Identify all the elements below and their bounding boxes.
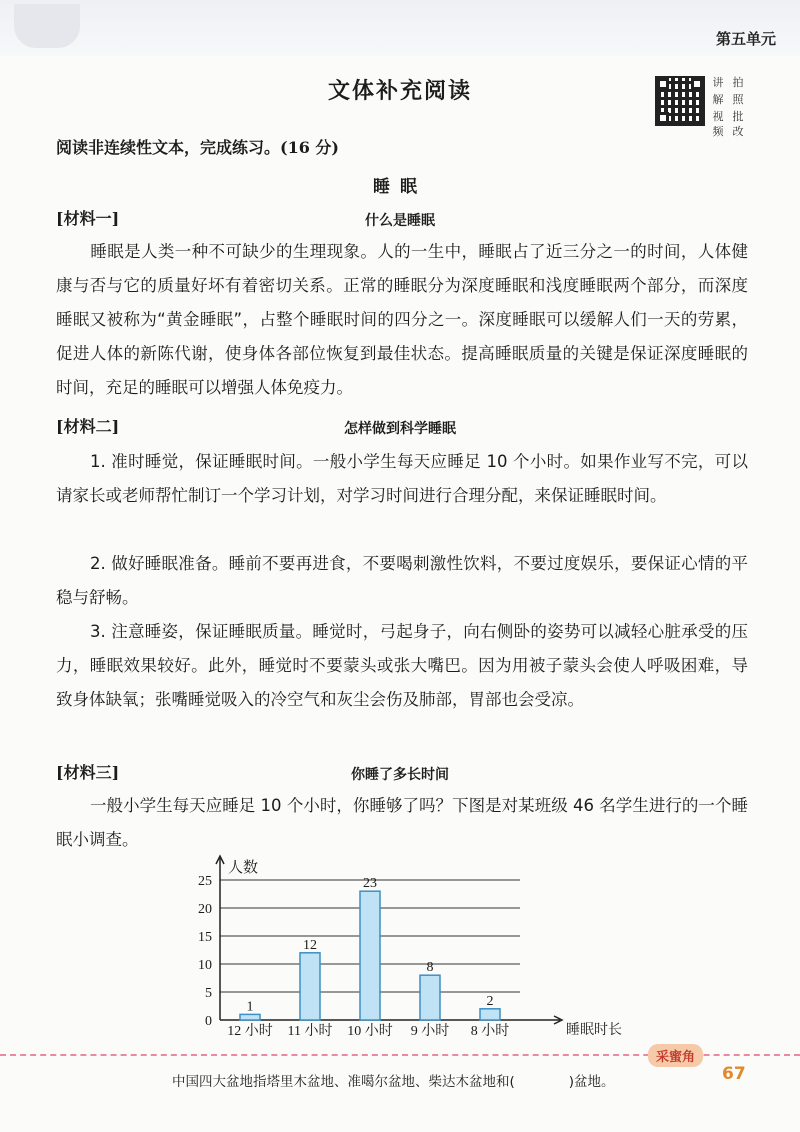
bar-value-label: 2 <box>486 993 494 1009</box>
x-tick-label: 11 小时 <box>287 1024 333 1039</box>
y-tick-label: 20 <box>198 902 212 917</box>
bar-value-label: 8 <box>426 960 434 976</box>
qr-caption-tail <box>708 125 748 139</box>
y-axis-label: 人数 <box>228 860 259 876</box>
footer-question: 中国四大盆地指塔里木盆地、准噶尔盆地、柴达木盆地和( )盆地。 <box>172 1074 615 1090</box>
qr-code-icon[interactable] <box>655 76 705 126</box>
y-tick-label: 25 <box>198 874 212 889</box>
bar <box>480 1009 500 1020</box>
paragraph-text: 3. 注意睡姿，保证睡眠质量。睡觉时，弓起身子，向右侧卧的姿势可以减轻心脏承受的压力，睡眠效果较好。此外，睡觉时不要蒙头或张大嘴巴。因为用被子蒙头会使人呼吸困难，导致身体缺氧；张嘴睡觉吸入的冷空气和灰尘会伤及肺部，胃部也会受凉。 <box>56 622 748 709</box>
header-decoration <box>14 4 80 48</box>
unit-label: 第五单元 <box>715 30 776 48</box>
material-2-label: [材料二] <box>56 417 120 436</box>
x-tick-label: 9 小时 <box>410 1024 450 1039</box>
material-2-paragraph-3 <box>56 615 748 717</box>
qr-caption-char: 解 <box>712 93 724 106</box>
qr-caption-char: 照 <box>732 93 744 106</box>
article-title: 睡眠 <box>373 177 427 197</box>
top-bar <box>0 0 800 56</box>
qr-caption <box>708 74 748 125</box>
bar <box>420 975 440 1020</box>
material-3-label: [材料三] <box>56 763 120 782</box>
material-3-paragraph <box>56 789 748 857</box>
material-2-subtitle: 怎样做到科学睡眠 <box>344 421 456 437</box>
material-1-paragraph <box>56 235 748 405</box>
paragraph-text: 一般小学生每天应睡足 10 个小时，你睡够了吗？下图是对某班级 46 名学生进行的一个睡眠小调查。 <box>56 796 748 849</box>
material-3-subtitle: 你睡了多长时间 <box>351 767 449 783</box>
bar-value-label: 1 <box>246 999 254 1015</box>
qr-caption-char: 拍 <box>732 76 744 89</box>
x-tick-label: 12 小时 <box>227 1024 273 1039</box>
y-tick-label: 5 <box>205 986 212 1001</box>
page-title: 文体补充阅读 <box>327 79 472 104</box>
bar-value-label: 12 <box>303 937 317 953</box>
footer-badge: 采蜜角 <box>648 1044 703 1067</box>
paragraph-text: 1. 准时睡觉，保证睡眠时间。一般小学生每天应睡足 10 个小时。如果作业写不完，可以请家长或老师帮忙制订一个学习计划，对学习时间进行合理分配，来保证睡眠时间。 <box>56 452 748 505</box>
bar-value-label: 23 <box>363 876 377 892</box>
material-2-paragraph-2 <box>56 547 748 615</box>
material-2-paragraph-1 <box>56 445 748 513</box>
qr-caption-char: 讲 <box>712 76 724 89</box>
y-tick-label: 15 <box>198 930 212 945</box>
x-tick-label: 10 小时 <box>347 1024 393 1039</box>
bar <box>360 891 380 1020</box>
sleep-duration-bar-chart <box>180 850 630 1040</box>
bar <box>240 1014 260 1020</box>
x-axis-label: 睡眠时长 <box>566 1023 622 1038</box>
qr-caption-char: 视 <box>712 110 724 123</box>
paragraph-text: 2. 做好睡眠准备。睡前不要再进食，不要喝刺激性饮料，不要过度娱乐，要保证心情的平稳与舒畅。 <box>56 554 748 607</box>
y-tick-label: 10 <box>198 958 212 973</box>
y-tick-label: 0 <box>205 1014 212 1029</box>
page-number: 67 <box>722 1064 746 1084</box>
x-tick-label: 8 小时 <box>470 1024 510 1039</box>
material-1-subtitle: 什么是睡眠 <box>365 213 435 229</box>
paragraph-text: 睡眠是人类一种不可缺少的生理现象。人的一生中，睡眠占了近三分之一的时间，人体健康与否与它的质量好坏有着密切关系。正常的睡眠分为深度睡眠和浅度睡眠两个部分，而深度睡眠又被称为“黄金睡眠”，占整个睡眠时间的四分之一。深度睡眠可以缓解人们一天的劳累，促进人体的新陈代谢，使身体各部位恢复到最佳状态。提高睡眠质量的关键是保证深度睡眠的时间，充足的睡眠可以增强人体免疫力。 <box>56 242 748 397</box>
bar <box>300 953 320 1020</box>
qr-caption-char: 频 <box>712 125 724 138</box>
material-1-label: [材料一] <box>56 209 120 228</box>
qr-caption-char: 批 <box>732 110 744 123</box>
qr-caption-char: 改 <box>732 125 744 138</box>
instruction: 阅读非连续性文本，完成练习。(16 分) <box>56 138 339 157</box>
